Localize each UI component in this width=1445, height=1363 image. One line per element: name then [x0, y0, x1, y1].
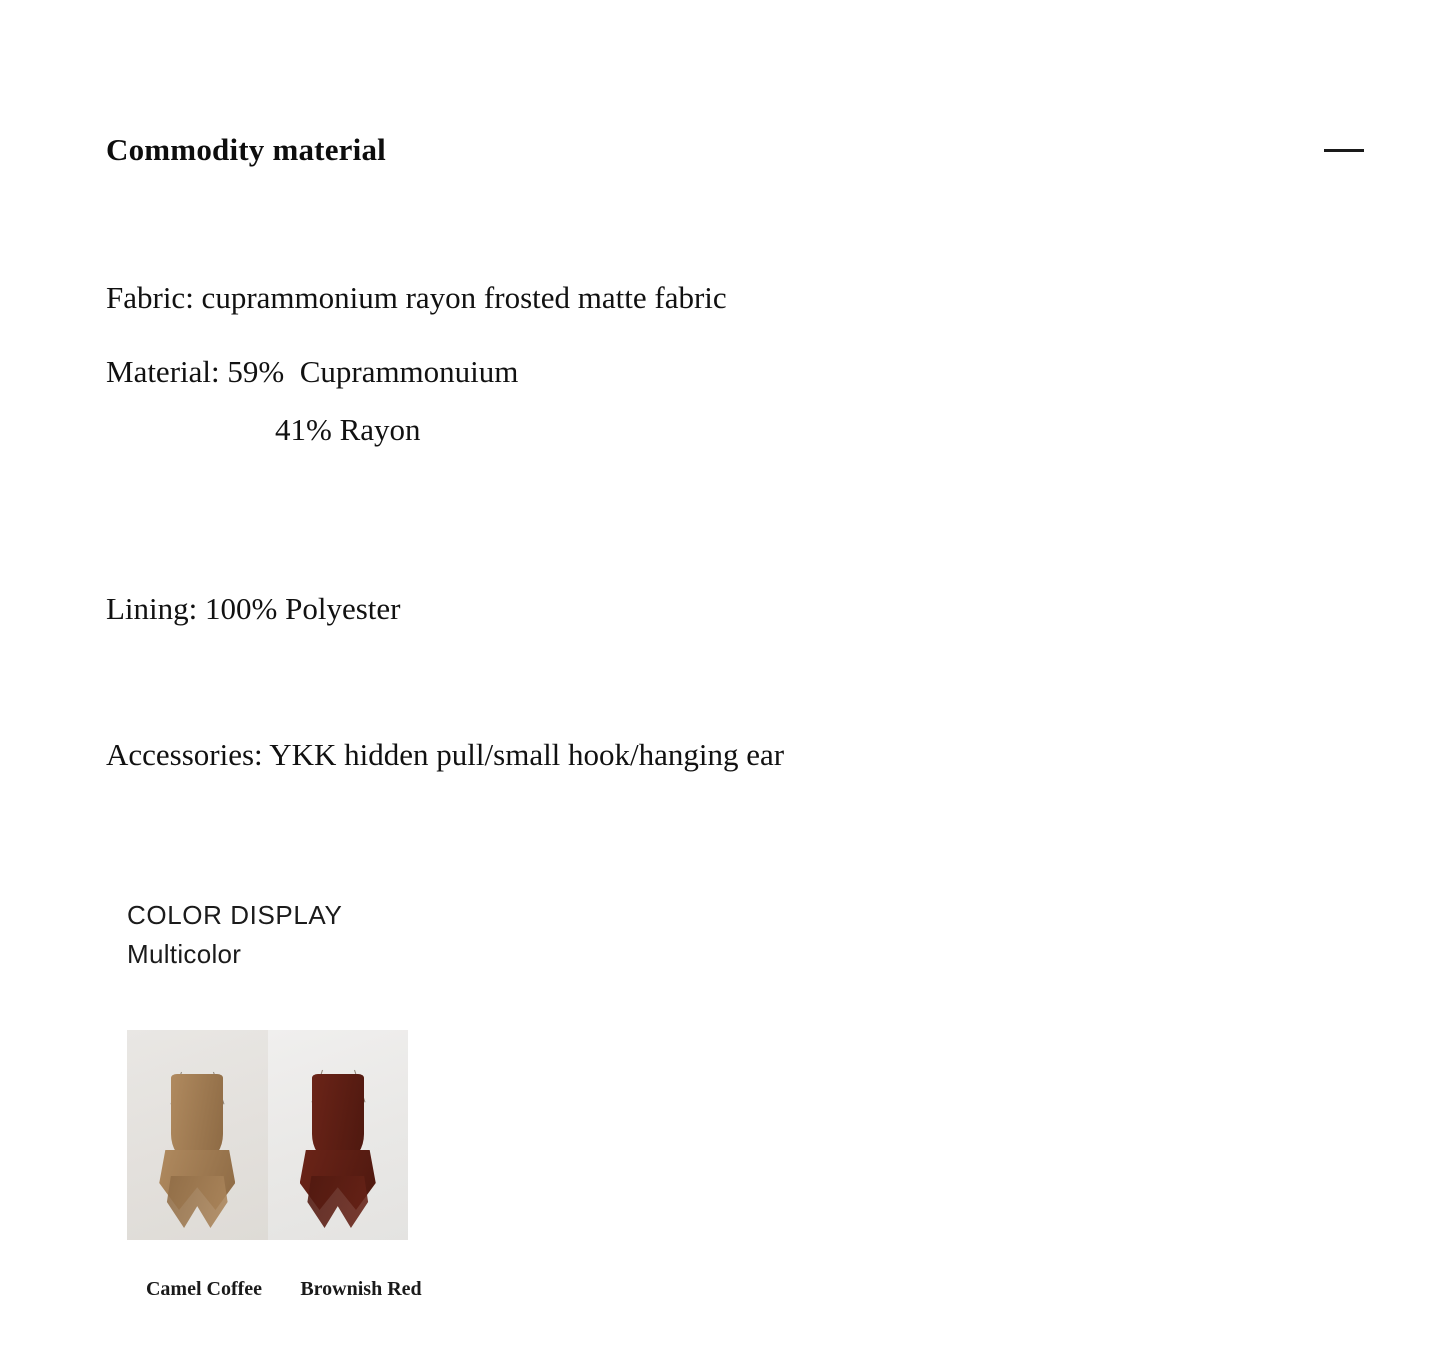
commodity-material-header[interactable] — [106, 132, 1366, 168]
dress-skirt-lower — [164, 1176, 230, 1228]
swatch-label: Brownish Red — [300, 1278, 422, 1300]
spec-material-second-line: 41% Rayon — [275, 412, 421, 447]
color-display-subheading: Multicolor — [127, 939, 242, 970]
page-title: Commodity material — [106, 132, 386, 167]
color-swatch-labels — [127, 1278, 447, 1301]
spec-lining: Lining: 100% Polyester — [106, 591, 401, 626]
minus-icon-bar — [1324, 149, 1364, 152]
color-swatch-images — [127, 1030, 408, 1240]
color-display-block — [127, 898, 627, 972]
dress-skirt-lower — [305, 1176, 371, 1228]
minus-icon[interactable] — [1322, 139, 1366, 161]
dress-photo-brownish-red[interactable] — [268, 1030, 409, 1240]
spec-material: Material: 59% Cuprammonuium — [106, 354, 519, 389]
swatch-label: Camel Coffee — [145, 1278, 263, 1300]
color-display-heading: COLOR DISPLAY — [127, 900, 343, 930]
spec-fabric: Fabric: cuprammonium rayon frosted matte fabric — [106, 280, 727, 315]
spec-accessories: Accessories: YKK hidden pull/small hook/hanging ear — [106, 737, 785, 772]
dress-photo-camel-coffee[interactable] — [127, 1030, 268, 1240]
